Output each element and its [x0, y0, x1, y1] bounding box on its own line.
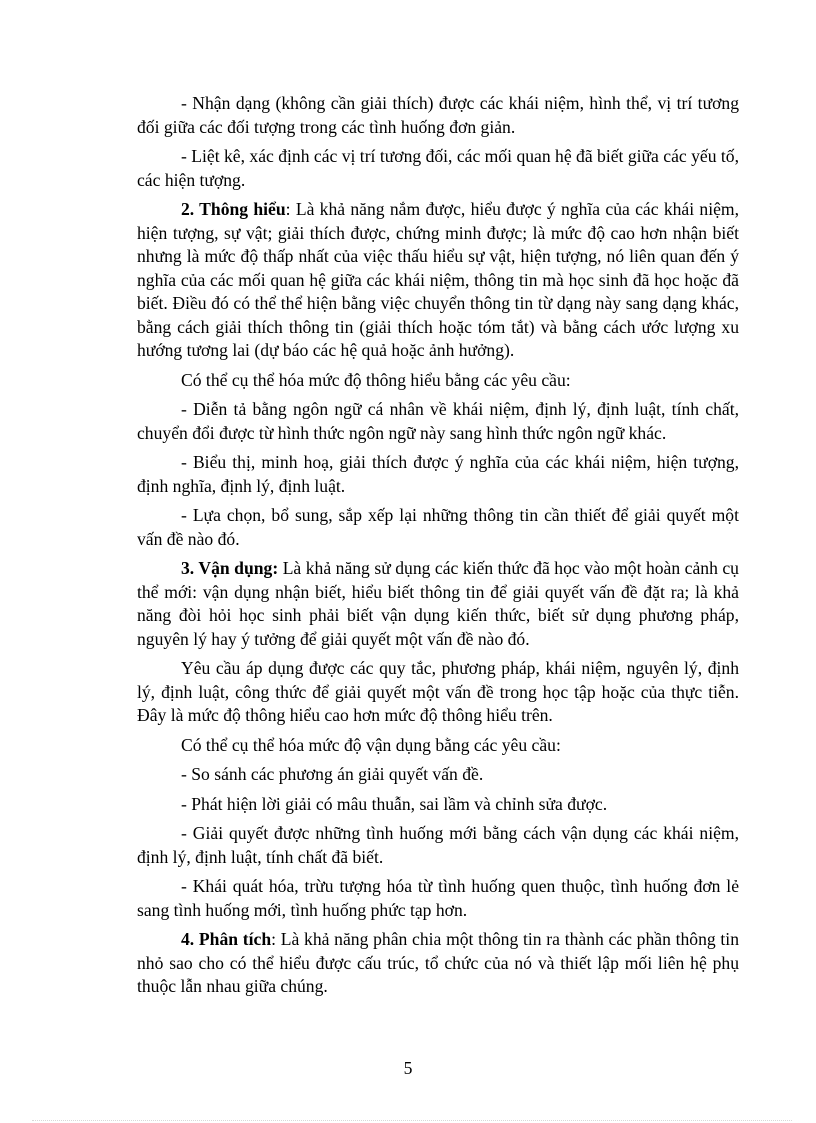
paragraph-10: [137, 734, 739, 758]
section-heading: 2. Thông hiểu: [181, 199, 286, 219]
paragraph-13: [137, 822, 739, 869]
paragraph-text: : Là khả năng nắm được, hiểu được ý nghĩa của các khái niệm, hiện tượng, sự vật; giải thích được, chứng minh được; là mức độ cao hơn nhận biết nhưng là mức độ thấp nhất của việc thấu hiểu sự vật, hiện tượng, nó liên quan đến ý nghĩa của các mối quan hệ giữa các khái niệm, thông tin mà học sinh đã học hoặc đã biết. Điều đó có thể thể hiện bằng việc chuyển thông tin từ dạng này sang dạng khác, bằng cách giải thích thông tin (giải thích hoặc tóm tắt) và bằng cách ước lượng xu hướng tương lai (dự báo các hệ quả hoặc ảnh hưởng).: [137, 199, 739, 360]
paragraph-text: - Diễn tả bằng ngôn ngữ cá nhân về khái niệm, định lý, định luật, tính chất, chuyển đổi được từ hình thức ngôn ngữ này sang hình thức ngôn ngữ khác.: [137, 399, 739, 443]
page-body: [137, 92, 739, 1005]
paragraph-text: Là khả năng sử dụng các kiến thức đã học vào một hoàn cảnh cụ thể mới: vận dụng nhận biết, hiểu biết thông tin để giải quyết vấn đề đặt ra; là khả năng đòi hỏi học sinh phải biết vận dụng kiến thức, biết sử dụng phương pháp, nguyên lý hay ý tưởng để giải quyết một vấn đề nào đó.: [137, 558, 739, 649]
paragraph-text: - Biểu thị, minh hoạ, giải thích được ý nghĩa của các khái niệm, hiện tượng, định nghĩa, định lý, định luật.: [137, 452, 739, 496]
section-heading: 3. Vận dụng:: [181, 558, 279, 578]
paragraph-text: - So sánh các phương án giải quyết vấn đề.: [181, 764, 484, 784]
page-number: 5: [403, 1058, 413, 1078]
paragraph-9: [137, 657, 739, 728]
paragraph-text: - Liệt kê, xác định các vị trí tương đối, các mối quan hệ đã biết giữa các yếu tố, các hiện tượng.: [137, 146, 739, 190]
paragraph-text: - Khái quát hóa, trừu tượng hóa từ tình huống quen thuộc, tình huống đơn lẻ sang tình huống mới, tình huống phức tạp hơn.: [137, 876, 739, 920]
paragraph-14: [137, 875, 739, 922]
section-heading: 4. Phân tích: [181, 929, 272, 949]
paragraph-text: - Nhận dạng (không cần giải thích) được các khái niệm, hình thể, vị trí tương đối giữa các đối tượng trong các tình huống đơn giản.: [137, 93, 739, 137]
paragraph-6: [137, 451, 739, 498]
paragraph-text: Yêu cầu áp dụng được các quy tắc, phương pháp, khái niệm, nguyên lý, định lý, định luật, công thức để giải quyết một vấn đề trong học tập hoặc của thực tiễn. Đây là mức độ thông hiểu cao hơn mức độ thông hiểu trên.: [137, 658, 739, 725]
paragraph-12: [137, 793, 739, 817]
page-bottom-divider: [32, 1120, 792, 1121]
section-thong-hieu: [137, 198, 739, 363]
paragraph-7: [137, 504, 739, 551]
paragraph-text: Có thể cụ thể hóa mức độ vận dụng bằng các yêu cầu:: [181, 734, 561, 755]
paragraph-2: [137, 145, 739, 192]
paragraph-1: [137, 92, 739, 139]
paragraph-text: - Lựa chọn, bổ sung, sắp xếp lại những thông tin cần thiết để giải quyết một vấn đề nào đó.: [137, 505, 739, 549]
section-phan-tich: [137, 928, 739, 999]
section-van-dung: [137, 557, 739, 651]
paragraph-text: - Phát hiện lời giải có mâu thuẫn, sai lầm và chỉnh sửa được.: [181, 793, 608, 814]
paragraph-11: [137, 763, 739, 787]
paragraph-4: [137, 369, 739, 393]
paragraph-text: - Giải quyết được những tình huống mới bằng cách vận dụng các khái niệm, định lý, định luật, tính chất đã biết.: [137, 823, 739, 867]
paragraph-5: [137, 398, 739, 445]
paragraph-text: Có thể cụ thể hóa mức độ thông hiểu bằng các yêu cầu:: [181, 369, 571, 390]
paragraph-text: : Là khả năng phân chia một thông tin ra thành các phần thông tin nhỏ sao cho có thể hiểu được cấu trúc, tổ chức của nó và thiết lập mối liên hệ phụ thuộc lẫn nhau giữa chúng.: [137, 929, 739, 996]
